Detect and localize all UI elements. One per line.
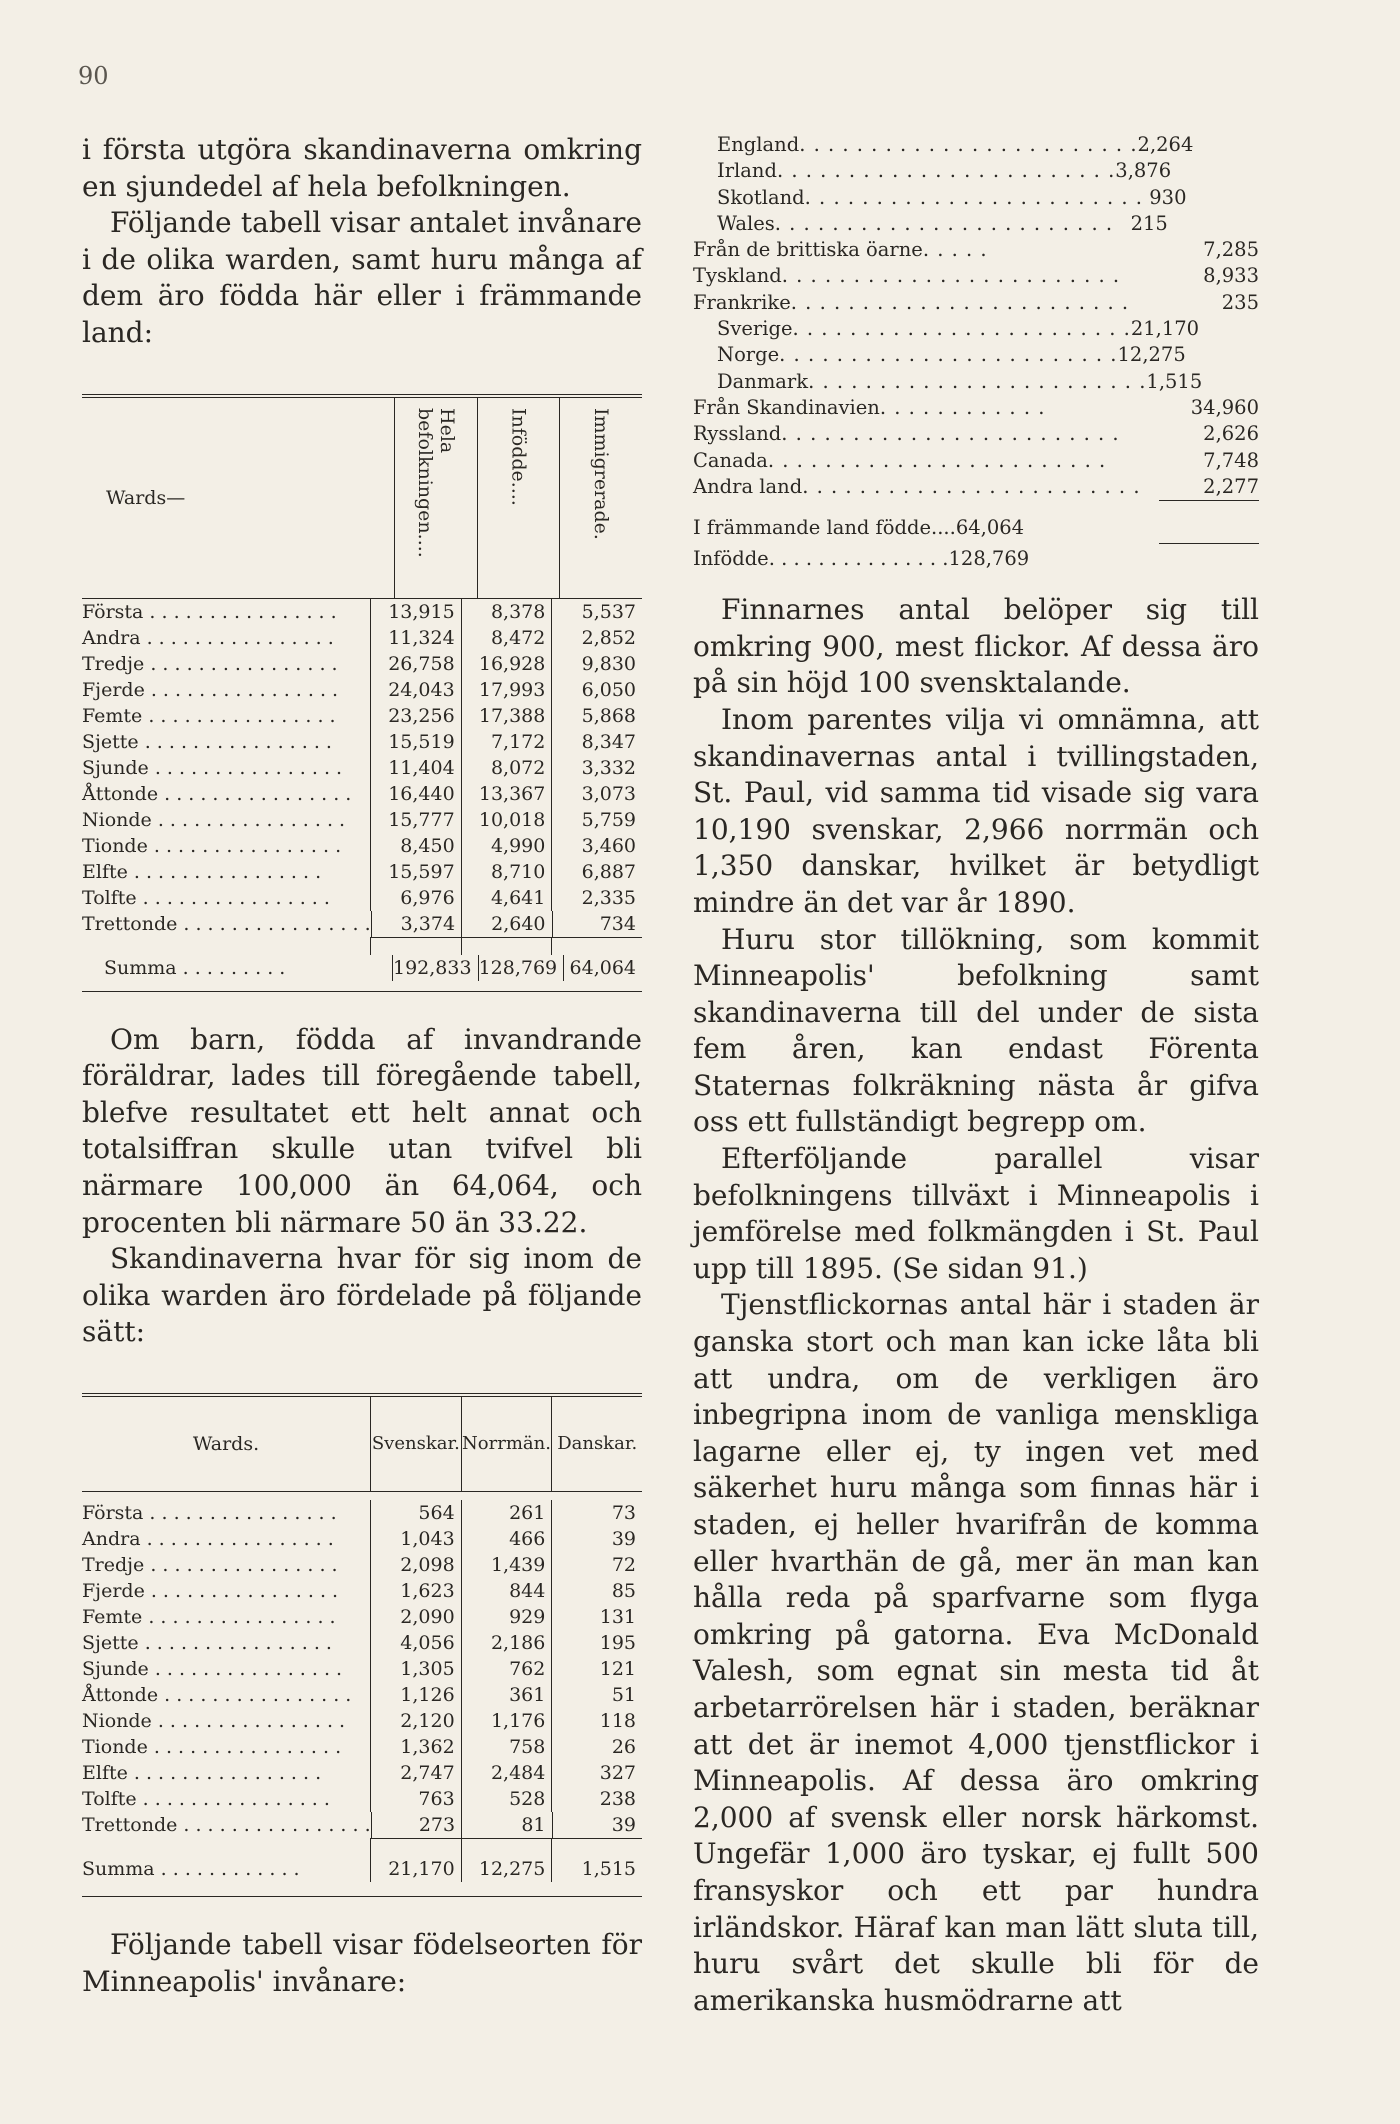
cell-swe: 1,043: [370, 1526, 461, 1552]
ward-name: Första . . . . . . . . . . . . . . . .: [82, 600, 337, 623]
birthplace-row: Sverige . . . . . . . . . . . . . . . . . . . . . . . . 21,170: [717, 317, 1200, 341]
table-row: [82, 1682, 642, 1708]
cell-nor: 2,484: [461, 1760, 552, 1786]
right-column: [693, 132, 1259, 2019]
cell-swe: 763: [370, 1786, 461, 1812]
ward-name: Första . . . . . . . . . . . . . . . .: [82, 1501, 337, 1524]
cell-dan: 121: [551, 1656, 642, 1682]
ward-name: Tionde . . . . . . . . . . . . . . . .: [82, 1735, 342, 1758]
cell-dan: 238: [551, 1786, 642, 1812]
cell-native: 8,710: [461, 859, 552, 885]
cell-nor: 929: [461, 1604, 552, 1630]
cell-nor: 762: [461, 1656, 552, 1682]
table-row: [82, 833, 642, 859]
table-row: [82, 1526, 642, 1552]
birthplace-row: Andra land . . . . . . . . . . . . . . . . . . . . . . . . 2,277: [693, 474, 1259, 498]
header-total: Hela befolkningen....: [413, 407, 458, 558]
cell-dan: 327: [551, 1760, 642, 1786]
sum-swedes: 21,170: [370, 1856, 461, 1882]
cell-total: 8,450: [370, 833, 461, 859]
cell-native: 8,472: [461, 625, 552, 651]
table-header: [82, 398, 642, 599]
cell-total: 24,043: [370, 677, 461, 703]
birthplace-row: Frankrike . . . . . . . . . . . . . . . . . . . . . . . . 235: [693, 290, 1259, 314]
table-row: [82, 1760, 642, 1786]
cell-swe: 273: [371, 1812, 461, 1838]
ward-name: Tolfte . . . . . . . . . . . . . . . .: [82, 1787, 330, 1810]
ward-name: Åttonde . . . . . . . . . . . . . . . .: [82, 782, 352, 805]
table-row: [82, 859, 642, 885]
birthplace-row: Wales . . . . . . . . . . . . . . . . . . . . . . . . 215: [717, 211, 1168, 235]
cell-dan: 131: [551, 1604, 642, 1630]
paragraph: Inom parentes vilja vi omnämna, att skandinavernas antal i tvillingstaden, St. Paul, vid samma tid visade sig vara 10,190 svenskar, 2,966 norrmän och 1,350 danskar, hvilket är betydligt mindre än det var år 1890.: [693, 702, 1259, 919]
cell-native: 10,018: [461, 807, 552, 833]
ward-name: Andra . . . . . . . . . . . . . . . .: [82, 626, 334, 649]
birthplace-row: Norge . . . . . . . . . . . . . . . . . . . . . . . . 12,275: [717, 343, 1186, 367]
table-sum-row: [82, 1856, 642, 1882]
table-row: [82, 1734, 642, 1760]
population-by-ward-table: [82, 394, 642, 992]
ward-name: Femte . . . . . . . . . . . . . . . .: [82, 1605, 336, 1628]
paragraph: Efterföljande parallel visar befolkningens tillväxt i Minneapolis i jemförelse med folkmängden i St. Paul upp till 1895. (Se sidan 91.): [693, 1142, 1259, 1285]
table-row: [82, 651, 642, 677]
birthplace-row: Irland . . . . . . . . . . . . . . . . . . . . . . . . 3,876: [717, 159, 1172, 183]
page-number: 90: [78, 62, 109, 90]
cell-total: 26,758: [370, 651, 461, 677]
ward-name: Tolfte . . . . . . . . . . . . . . . .: [82, 886, 330, 909]
scandinavians-by-ward-table: [82, 1393, 642, 1897]
table-sum-row: [82, 955, 642, 981]
table-row: [82, 1500, 642, 1526]
cell-immigrant: 5,759: [551, 807, 642, 833]
cell-dan: 26: [551, 1734, 642, 1760]
cell-dan: 51: [551, 1682, 642, 1708]
birthplace-subtotal: Från Skandinavien . . . . . . . . . . . . 34,960: [693, 395, 1259, 419]
left-column: [82, 132, 642, 2000]
foreign-born-total: I främmande land födde.... 64,064: [693, 516, 1025, 539]
table-row: [82, 1630, 642, 1656]
native-born-total: Infödde . . . . . . . . . . . . . . . 128,769: [693, 547, 1030, 570]
ward-name: Fjerde . . . . . . . . . . . . . . . .: [82, 1579, 339, 1602]
table-row: [82, 807, 642, 833]
ward-name: Sjunde . . . . . . . . . . . . . . . .: [82, 1657, 343, 1680]
cell-swe: 2,120: [370, 1708, 461, 1734]
table-row: [82, 755, 642, 781]
table-bottom-rule: [82, 991, 642, 992]
cell-total: 15,597: [370, 859, 461, 885]
cell-nor: 361: [461, 1682, 552, 1708]
cell-nor: 528: [461, 1786, 552, 1812]
table-row: [82, 1552, 642, 1578]
birthplace-row: Canada . . . . . . . . . . . . . . . . . . . . . . . . 7,748: [693, 448, 1259, 472]
cell-nor: 758: [461, 1734, 552, 1760]
cell-immigrant: 5,868: [551, 703, 642, 729]
paragraph: Följande tabell visar antalet invånare i de olika warden, samt huru många af dem äro födda här eller i främmande land:: [82, 206, 642, 349]
cell-dan: 118: [551, 1708, 642, 1734]
paragraph: i första utgöra skandinaverna omkring en sjundedel af hela befolkningen.: [82, 133, 642, 203]
ward-name: Fjerde . . . . . . . . . . . . . . . .: [82, 678, 339, 701]
paragraph: Tjenstflickornas antal här i staden är ganska stort och man kan icke låta bli att undra, om de verkligen äro inbegripna inom de vanliga menskliga lagarne eller ej, ty ingen vet med säkerhet huru många som finnas här i staden, ej heller hvarifrån de komma eller hvarthän de gå, mer än man kan hålla reda på sparfvarne som flyga omkring på gatorna. Eva McDonald Valesh, som egnat sin mesta tid åt arbetarrörelsen här i staden, beräknar att det är inemot 4,000 tjenstflickor i Minneapolis. Af dessa äro omkring 2,000 af svensk eller norsk härkomst. Ungefär 1,000 äro tyskar, ej fullt 500 fransyskor och ett par hundra irländskor. Häraf kan man lätt sluta till, huru svårt det skulle bli för de amerikanska husmödrarne att: [693, 1288, 1259, 2017]
sum-immigrant: 64,064: [563, 955, 642, 981]
paragraph: Huru stor tillökning, som kommit Minneapolis' befolkning samt skandinaverna till del under de sista fem åren, kan endast Förenta Staternas folkräkning nästa år gifva oss ett fullständigt begrepp om.: [693, 922, 1259, 1139]
cell-swe: 2,747: [370, 1760, 461, 1786]
paragraph: Följande tabell visar födelseorten för Minneapolis' invånare:: [82, 1927, 642, 1998]
table-row: [82, 625, 642, 651]
table-header: [82, 1397, 642, 1492]
sum-label: Summa . . . . . . . . .: [104, 956, 286, 979]
cell-swe: 564: [370, 1500, 461, 1526]
cell-nor: 81: [461, 1812, 551, 1838]
sum-label: Summa . . . . . . . . . . . .: [82, 1857, 300, 1880]
cell-dan: 72: [551, 1552, 642, 1578]
cell-nor: 1,176: [461, 1708, 552, 1734]
birthplace-subtotal: Från de brittiska öarne . . . . . 7,285: [693, 238, 1259, 262]
cell-swe: 1,362: [370, 1734, 461, 1760]
cell-immigrant: 3,073: [551, 781, 642, 807]
cell-immigrant: 2,335: [551, 885, 642, 911]
cell-nor: 261: [461, 1500, 552, 1526]
paragraph: Finnarnes antal belöper sig till omkring 900, mest flickor. Af dessa äro på sin höjd 100 svensktalande.: [693, 593, 1259, 700]
ward-name: Sjunde . . . . . . . . . . . . . . . .: [82, 756, 343, 779]
table-row: [82, 911, 642, 937]
cell-native: 4,641: [461, 885, 552, 911]
ward-name: Elfte . . . . . . . . . . . . . . . .: [82, 1761, 322, 1784]
cell-dan: 39: [552, 1812, 642, 1838]
cell-native: 16,928: [461, 651, 552, 677]
table-bottom-rule: [82, 1896, 642, 1897]
sum-total: 192,833: [392, 955, 478, 981]
cell-native: 8,072: [461, 755, 552, 781]
cell-native: 17,993: [461, 677, 552, 703]
cell-immigrant: 8,347: [551, 729, 642, 755]
cell-immigrant: 734: [552, 911, 642, 937]
cell-immigrant: 5,537: [551, 599, 642, 625]
cell-dan: 39: [551, 1526, 642, 1552]
table-row: [82, 1656, 642, 1682]
cell-nor: 466: [461, 1526, 552, 1552]
sum-native: 128,769: [478, 955, 564, 981]
cell-dan: 195: [551, 1630, 642, 1656]
table-row: [82, 599, 642, 625]
table-row: [82, 677, 642, 703]
cell-immigrant: 6,887: [551, 859, 642, 885]
header-wards: Wards.: [192, 1432, 260, 1455]
cell-native: 17,388: [461, 703, 552, 729]
cell-nor: 844: [461, 1578, 552, 1604]
cell-total: 23,256: [370, 703, 461, 729]
cell-native: 7,172: [461, 729, 552, 755]
cell-total: 3,374: [371, 911, 461, 937]
birthplace-row: Tyskland . . . . . . . . . . . . . . . . . . . . . . . . 8,933: [693, 264, 1259, 288]
cell-native: 2,640: [461, 911, 551, 937]
cell-swe: 2,090: [370, 1604, 461, 1630]
ward-name: Åttonde . . . . . . . . . . . . . . . .: [82, 1683, 352, 1706]
table-row: [82, 1708, 642, 1734]
header-immigrant: Immigrerade.: [590, 407, 613, 540]
ward-name: Elfte . . . . . . . . . . . . . . . .: [82, 860, 322, 883]
ward-name: Sjette . . . . . . . . . . . . . . . .: [82, 1631, 332, 1654]
header-danes: Danskar.: [551, 1397, 642, 1491]
cell-native: 8,378: [461, 599, 552, 625]
table-row: [82, 703, 642, 729]
cell-immigrant: 6,050: [551, 677, 642, 703]
cell-swe: 4,056: [370, 1630, 461, 1656]
table-row: [82, 1604, 642, 1630]
cell-native: 13,367: [461, 781, 552, 807]
birthplace-row: Danmark . . . . . . . . . . . . . . . . . . . . . . . . 1,515: [717, 369, 1203, 393]
cell-immigrant: 2,852: [551, 625, 642, 651]
cell-total: 11,404: [370, 755, 461, 781]
ward-name: Trettonde . . . . . . . . . . . . . . . .: [82, 1813, 371, 1836]
paragraph: Om barn, födda af invandrande föräldrar, lades till föregående tabell, blefve resultatet ett helt annat och totalsiffran skulle utan tvifvel bli närmare 100,000 än 64,064, och procenten bli närmare 50 än 33.22.: [82, 1022, 642, 1239]
header-norwegians: Norrmän.: [461, 1397, 552, 1491]
cell-swe: 1,623: [370, 1578, 461, 1604]
cell-nor: 2,186: [461, 1630, 552, 1656]
cell-nor: 1,439: [461, 1552, 552, 1578]
cell-dan: 73: [551, 1500, 642, 1526]
cell-immigrant: 3,460: [551, 833, 642, 859]
table-row: [82, 729, 642, 755]
cell-total: 16,440: [370, 781, 461, 807]
birthplace-row: Ryssland . . . . . . . . . . . . . . . . . . . . . . . . 2,626: [693, 422, 1259, 446]
ward-name: Tredje . . . . . . . . . . . . . . . .: [82, 652, 338, 675]
birthplace-row: Skotland . . . . . . . . . . . . . . . . . . . . . . . . 930: [717, 185, 1187, 209]
table-row: [82, 781, 642, 807]
sum-separator: [82, 937, 642, 955]
cell-native: 4,990: [461, 833, 552, 859]
cell-immigrant: 9,830: [551, 651, 642, 677]
sum-danes: 1,515: [551, 1856, 642, 1882]
cell-total: 13,915: [370, 599, 461, 625]
birthplace-list: [693, 132, 1259, 574]
cell-total: 11,324: [370, 625, 461, 651]
table-body: [82, 599, 642, 937]
cell-total: 15,777: [370, 807, 461, 833]
ward-name: Tionde . . . . . . . . . . . . . . . .: [82, 834, 342, 857]
ward-name: Tredje . . . . . . . . . . . . . . . .: [82, 1553, 338, 1576]
table-row: [82, 1786, 642, 1812]
cell-swe: 1,126: [370, 1682, 461, 1708]
header-native: Infödde....: [507, 407, 530, 506]
table-body: [82, 1500, 642, 1838]
ward-name: Trettonde . . . . . . . . . . . . . . . .: [82, 912, 371, 935]
cell-immigrant: 3,332: [551, 755, 642, 781]
cell-swe: 1,305: [370, 1656, 461, 1682]
cell-total: 15,519: [370, 729, 461, 755]
cell-total: 6,976: [370, 885, 461, 911]
table-row: [82, 1578, 642, 1604]
cell-swe: 2,098: [370, 1552, 461, 1578]
ward-name: Femte . . . . . . . . . . . . . . . .: [82, 704, 336, 727]
birthplace-row: England . . . . . . . . . . . . . . . . . . . . . . . . 2,264: [717, 133, 1194, 156]
ward-name: Nionde . . . . . . . . . . . . . . . .: [82, 1709, 346, 1732]
header-wards: Wards—: [106, 486, 186, 509]
ward-name: Sjette . . . . . . . . . . . . . . . .: [82, 730, 332, 753]
ward-name: Andra . . . . . . . . . . . . . . . .: [82, 1527, 334, 1550]
header-swedes: Svenskar.: [370, 1397, 461, 1491]
sum-separator: [82, 1838, 642, 1856]
ward-name: Nionde . . . . . . . . . . . . . . . .: [82, 808, 346, 831]
cell-dan: 85: [551, 1578, 642, 1604]
sum-norwegians: 12,275: [461, 1856, 552, 1882]
table-row: [82, 1812, 642, 1838]
table-row: [82, 885, 642, 911]
paragraph: Skandinaverna hvar för sig inom de olika warden äro fördelade på följande sätt:: [82, 1242, 642, 1349]
